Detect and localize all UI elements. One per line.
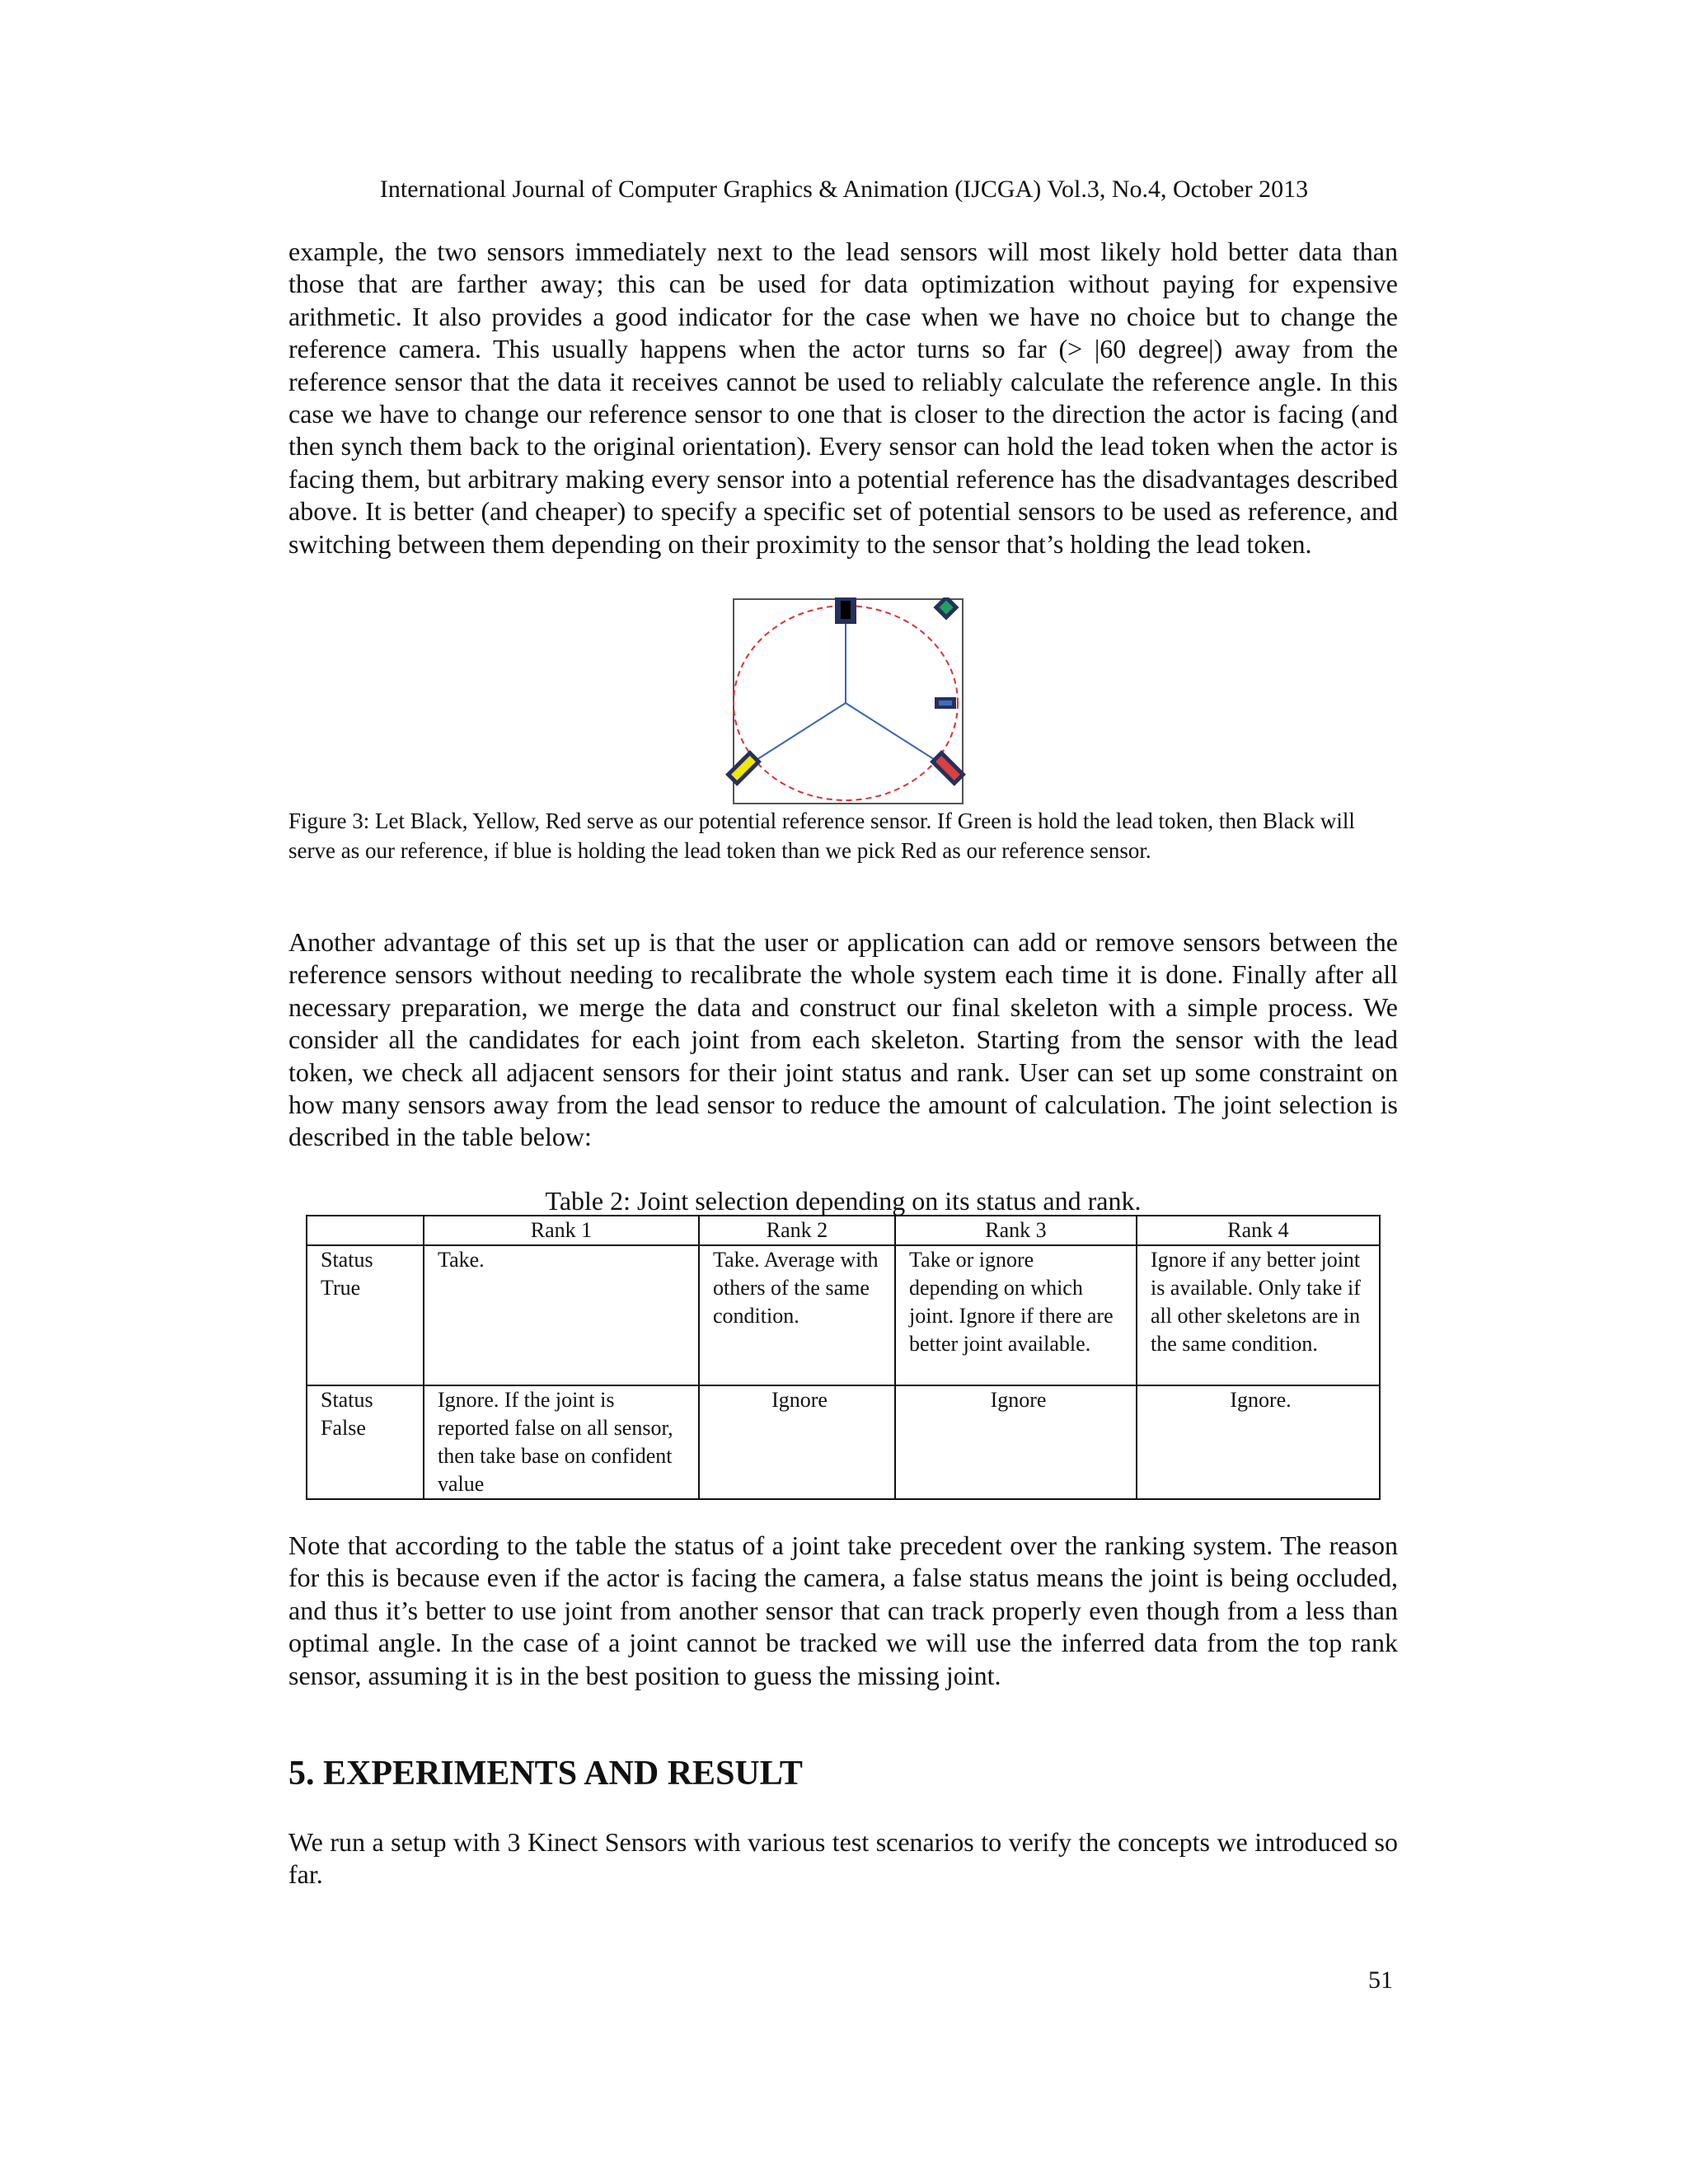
section-heading: 5. EXPERIMENTS AND RESULT (288, 1755, 803, 1793)
table-header-cell: Rank 1 (424, 1216, 699, 1245)
paragraph-3: Note that according to the table the status of a joint take precedent over the ranking system. The reason for this is because even if the actor is facing the camera, a false status means the joint is being occluded, and thus it’s better to use joint from another sensor that can track properly even though from a less than optimal angle. In the case of a joint cannot be tracked we will use the inferred data from the top rank sensor, assuming it is in the best position to guess the missing joint. (288, 1530, 1398, 1690)
table-header-cell (307, 1216, 424, 1245)
paragraph-4: We run a setup with 3 Kinect Sensors with various test scenarios to verify the concepts we introduced so far. (288, 1827, 1398, 1890)
table-header-row (307, 1216, 1380, 1245)
page-number: 51 (1368, 1966, 1393, 1994)
table-header-cell: Rank 4 (1137, 1216, 1380, 1245)
spoke-left (743, 703, 846, 768)
sensor-blue (935, 697, 956, 709)
spoke-right (846, 703, 948, 768)
figure-caption: Figure 3: Let Black, Yellow, Red serve as our potential reference sensor. If Green is hold the lead token, then Black will serve as our reference, if blue is holding the lead token than we pick Red as our reference sensor. (288, 808, 1355, 863)
table-cell: Take or ignore depending on which joint. Ignore if there are better joint available. (895, 1245, 1137, 1385)
table-cell: Take. (424, 1245, 699, 1385)
table-cell: Ignore. If the joint is reported false on all sensor, then take base on confident value (424, 1385, 699, 1499)
table-header-cell: Rank 3 (895, 1216, 1137, 1245)
sensor-green (933, 598, 959, 621)
table-row (307, 1245, 1380, 1385)
sensor-yellow (725, 750, 762, 786)
table-cell: Ignore (895, 1385, 1137, 1499)
row-label: Status True (307, 1245, 424, 1385)
sensor-black (835, 598, 856, 624)
sensor-diagram-svg (709, 598, 981, 820)
running-header: International Journal of Computer Graphics & Animation (IJCGA) Vol.3, No.4, October 2013 (379, 176, 1309, 203)
table-header-cell: Rank 2 (699, 1216, 895, 1245)
table-cell: Ignore if any better joint is available. Only take if all other skeletons are in the same condition. (1137, 1245, 1380, 1385)
table-row (307, 1385, 1380, 1499)
paragraph-2: Another advantage of this set up is that the user or application can add or remove sensors between the reference sensors without needing to recalibrate the whole system each time it is done. Finally after all necessary preparation, we merge the data and construct our final skeleton with a simple process. We consider all the candidates for each joint from each skeleton. Starting from the sensor with the lead token, we check all adjacent sensors for their joint status and rank. User can set up some constraint on how many sensors away from the lead sensor to reduce the amount of calculation. The joint selection is described in the table below: (288, 927, 1398, 1152)
joint-selection-table (306, 1215, 1381, 1500)
paragraph-1: example, the two sensors immediately next to the lead sensors will most likely hold better data than those that are farther away; this can be used for data optimization without paying for expensive arithmetic. It also provides a good indicator for the case when we have no choice but to change the reference camera. This usually happens when the actor turns so far (> |60 degree|) away from the reference sensor that the data it receives cannot be used to reliably calculate the reference angle. In this case we have to change our reference sensor to one that is closer to the direction the actor is facing (and then synch them back to the original orientation). Every sensor can hold the lead token when the actor is facing them, but arbitrary making every sensor into a potential reference has the disadvantages described above. It is better (and cheaper) to specify a specific set of potential sensors to be used as reference, and switching between them depending on their proximity to the sensor that’s holding the lead token. (288, 237, 1398, 559)
row-label: Status False (307, 1385, 424, 1499)
figure-3-sensor-diagram (709, 598, 981, 820)
table-cell: Take. Average with others of the same condition. (699, 1245, 895, 1385)
table-cell: Ignore (699, 1385, 895, 1499)
table-cell: Ignore. (1137, 1385, 1380, 1499)
sensor-red (930, 750, 966, 786)
table-title: Table 2: Joint selection depending on its status and rank. (545, 1186, 1142, 1216)
